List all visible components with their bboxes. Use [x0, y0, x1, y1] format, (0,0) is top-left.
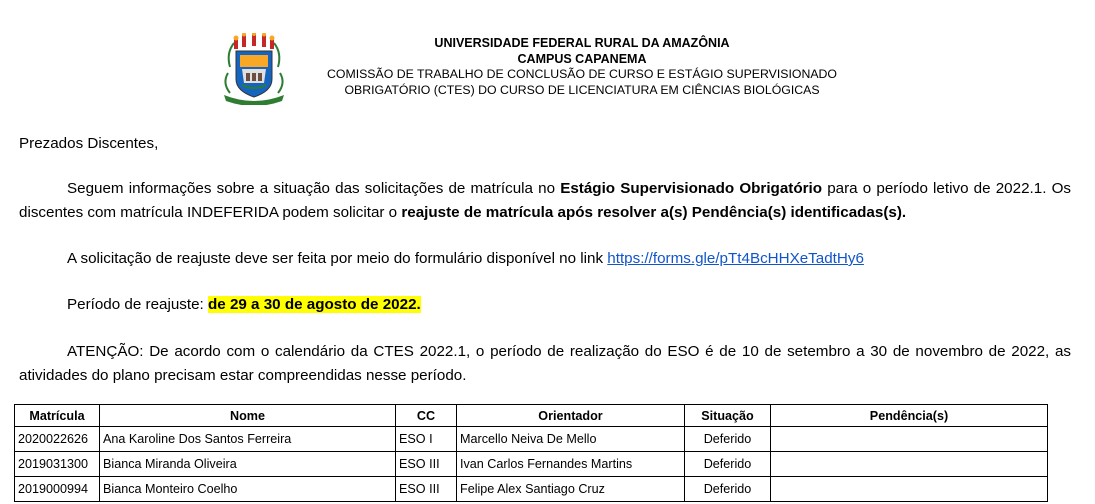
column-header: Pendência(s) — [771, 405, 1048, 427]
p1-text-1: Seguem informações sobre a situação das solicitações de matrícula no — [67, 180, 561, 197]
cell-nome: Bianca Miranda Oliveira — [100, 452, 396, 477]
table-header-row — [15, 405, 1048, 427]
paragraph-info — [19, 177, 1071, 224]
cell-cc: ESO I — [396, 427, 457, 452]
cell-orientador: Marcello Neiva De Mello — [457, 427, 685, 452]
university-name: UNIVERSIDADE FEDERAL RURAL DA AMAZÔNIA — [434, 36, 730, 50]
header-text — [290, 36, 874, 98]
cell-matricula: 2019031300 — [15, 452, 100, 477]
table-row — [15, 477, 1048, 502]
cell-nome: Ana Karoline Dos Santos Ferreira — [100, 427, 396, 452]
greeting: Prezados Discentes, — [19, 135, 159, 152]
document-header — [0, 33, 1095, 108]
commission-line-2: OBRIGATÓRIO (CTES) DO CURSO DE LICENCIATURA EM CIÊNCIAS BIOLÓGICAS — [344, 82, 820, 97]
table-row — [15, 452, 1048, 477]
column-header: Situação — [685, 405, 771, 427]
p2-text: A solicitação de reajuste deve ser feita por meio do formulário disponível no link — [67, 250, 608, 267]
paragraph-period — [19, 293, 1071, 317]
cell-cc: ESO III — [396, 452, 457, 477]
paragraph-link — [19, 247, 1071, 271]
form-link[interactable]: https://forms.gle/pTt4BcHHXeTadtHy6 — [607, 250, 864, 267]
commission-line-1: COMISSÃO DE TRABALHO DE CONCLUSÃO DE CURSO E ESTÁGIO SUPERVISIONADO — [327, 67, 837, 81]
cell-pendencia — [771, 477, 1048, 502]
cell-pendencia — [771, 452, 1048, 477]
column-header: Orientador — [457, 405, 685, 427]
period-value: de 29 a 30 de agosto de 2022. — [208, 296, 421, 313]
p1-bold-1: Estágio Supervisionado Obrigatório — [560, 180, 823, 197]
cell-pendencia — [771, 427, 1048, 452]
p1-bold-2: reajuste de matrícula após resolver a(s) Pendência(s) identificadas(s). — [401, 203, 907, 221]
paragraph-attention: ATENÇÃO: De acordo com o calendário da CTES 2022.1, o período de realização do ESO é de 10 de setembro a 30 de novembro de 2022, as atividades do plano precisam estar compreendidas nesse período. — [19, 343, 1071, 384]
cell-matricula: 2020022626 — [15, 427, 100, 452]
column-header: Nome — [100, 405, 396, 427]
period-label: Período de reajuste: — [67, 296, 208, 313]
cell-nome: Bianca Monteiro Coelho — [100, 477, 396, 502]
column-header: CC — [396, 405, 457, 427]
cell-situacao: Deferido — [685, 427, 771, 452]
cell-orientador: Felipe Alex Santiago Cruz — [457, 477, 685, 502]
enrollment-table — [14, 404, 1048, 502]
column-header: Matrícula — [15, 405, 100, 427]
cell-orientador: Ivan Carlos Fernandes Martins — [457, 452, 685, 477]
p1-text-2: para o período letivo de 2022.1. Os discentes com matrícula INDEFERIDA podem solicitar o — [19, 180, 1071, 221]
cell-cc: ESO III — [396, 477, 457, 502]
cell-matricula: 2019000994 — [15, 477, 100, 502]
cell-situacao: Deferido — [685, 477, 771, 502]
cell-situacao: Deferido — [685, 452, 771, 477]
campus-name: CAMPUS CAPANEMA — [517, 51, 647, 66]
table-row — [15, 427, 1048, 452]
university-crest-icon — [220, 33, 288, 105]
